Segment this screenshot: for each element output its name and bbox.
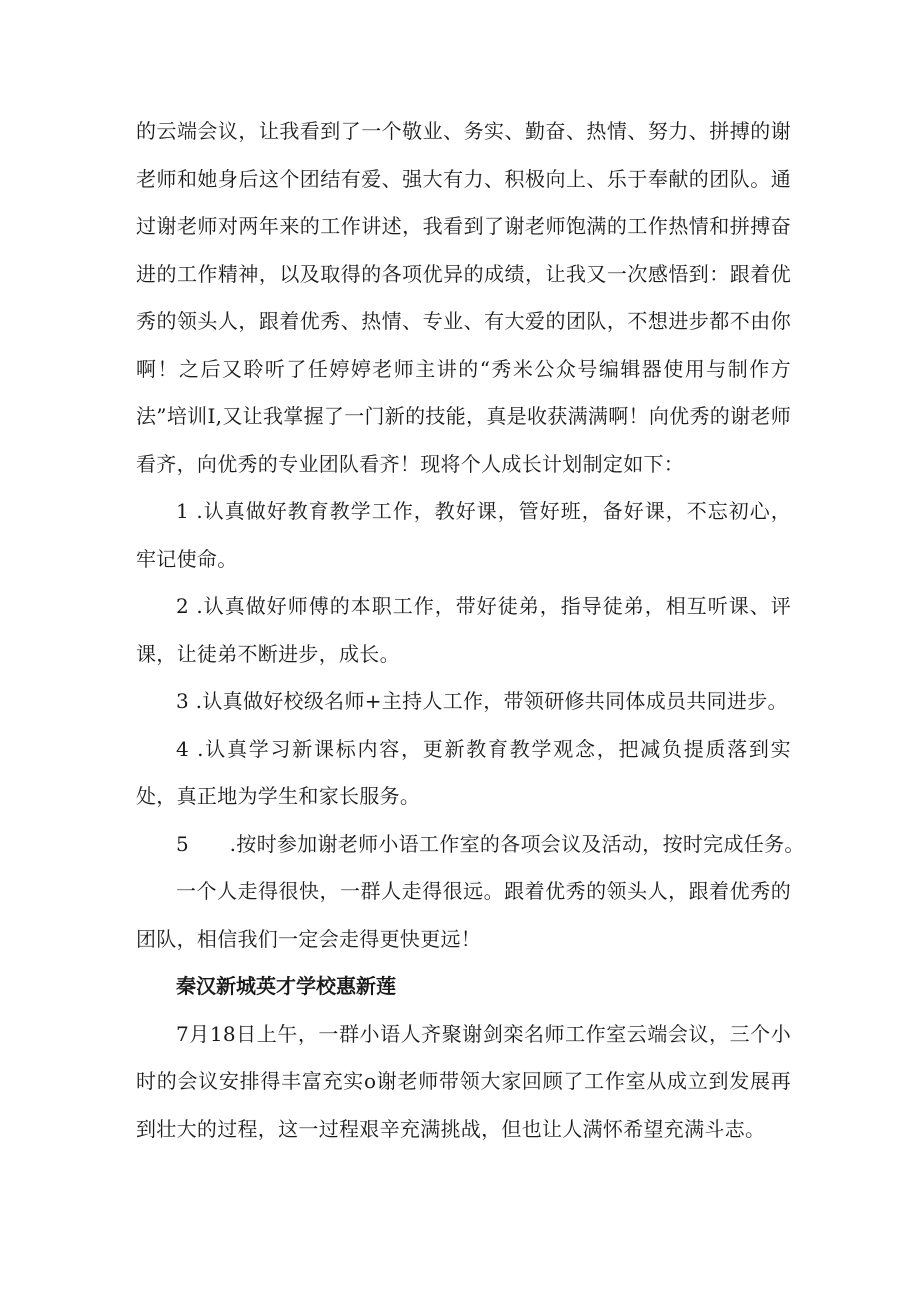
plan-item-3: 3 .认真做好校级名师+主持人工作，带领研修共同体成员共同进步。 [176, 689, 788, 713]
plan-item-1: 1 .认真做好教育教学工作，教好课，管好班，备好课，不忘初心，牢记使命。 [136, 499, 791, 571]
closing-paragraph: 一个人走得很快，一群人走得很远。跟着优秀的领头人，跟着优秀的团队，相信我们一定会走得更快更远！ [136, 879, 791, 951]
document-body [136, 108, 805, 1153]
plan-item-4: 4 .认真学习新课标内容，更新教育教学观念，把减负提质落到实处，真正地为学生和家长服务。 [136, 736, 791, 808]
plan-item-5: 5 .按时参加谢老师小语工作室的各项会议及活动，按时完成任务。 [176, 831, 805, 856]
second-article-paragraph: 7月18日上午，一群小语人齐聚谢剑栾名师工作室云端会议，三个小时的会议安排得丰富充实o谢老师带领大家回顾了工作室从成立到发展再到壮大的过程，这一过程艰辛充满挑战，但也让人满怀希望充满斗志。 [136, 1021, 791, 1141]
author-heading: 秦汉新城英才学校惠新莲 [176, 974, 396, 998]
intro-paragraph: 的云端会议，让我看到了一个敬业、务实、勤奋、热情、努力、拼搏的谢老师和她身后这个团结有爱、强大有力、积极向上、乐于奉献的团队。通过谢老师对两年来的工作讲述，我看到了谢老师饱满的工作热情和拼搏奋进的工作精神，以及取得的各项优异的成绩，让我又一次感悟到：跟着优秀的领头人，跟着优秀、热情、专业、有大爱的团队，不想进步都不由你啊！之后又聆听了任婷婷老师主讲的“秀米公众号编辑器使用与制作方法”培训I,又让我掌握了一门新的技能，真是收获满满啊！向优秀的谢老师看齐，向优秀的专业团队看齐！现将个人成长计划制定如下： [136, 119, 791, 476]
plan-item-2: 2 .认真做好师傅的本职工作，带好徒弟，指导徒弟，相互听课、评课，让徒弟不断进步，成长。 [136, 594, 791, 666]
